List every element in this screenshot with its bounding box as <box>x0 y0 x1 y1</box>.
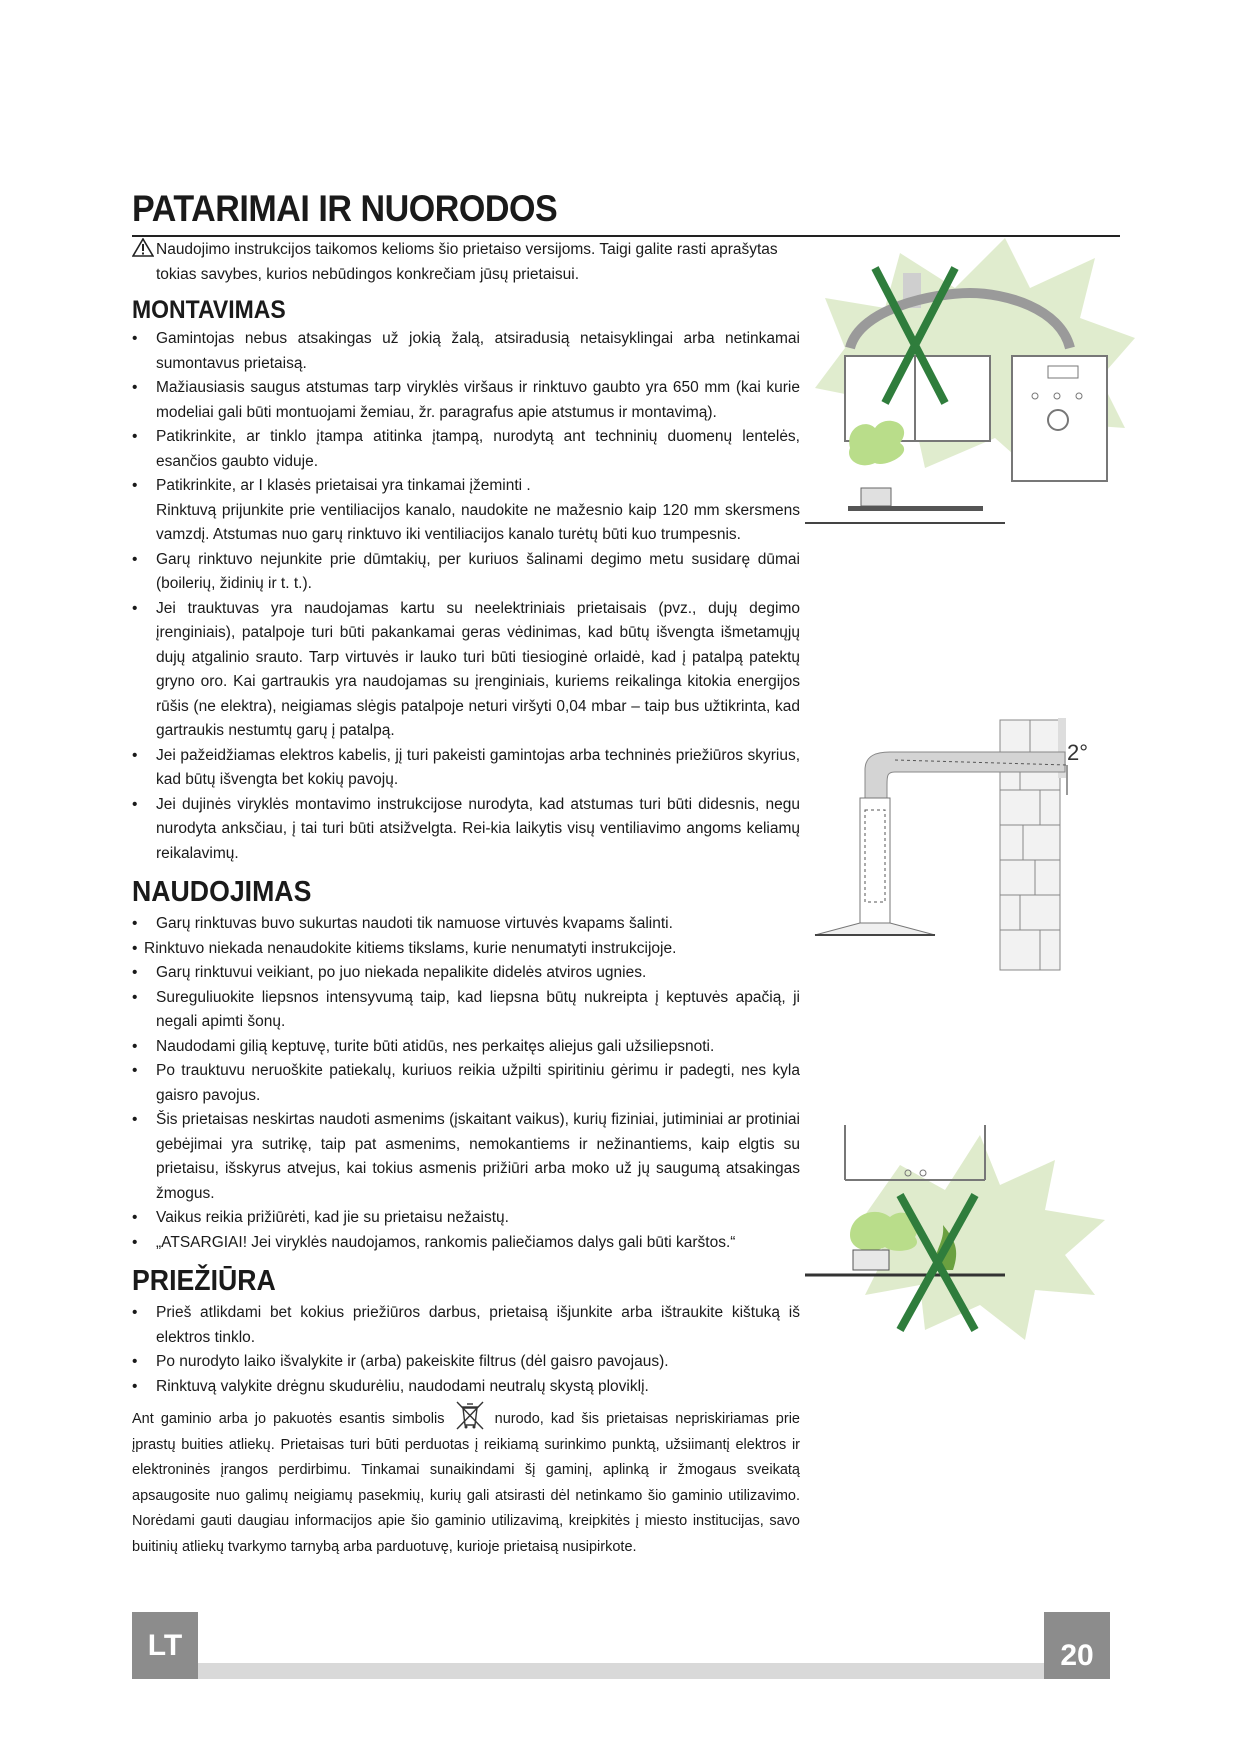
list-item: • Šis prietaisas neskirtas naudoti asmenims (įskaitant vaikus), kurių fiziniai, jutiminiai ar protiniai gebėjimai yra sutrikę, taip pat asmenims, nemokantiems ir nežinantiems, kaip elgtis su prietaisu, išskyrus atvejus, kai tokius asmenis prižiūri arba moko už jų saugumą atsakingas žmogus. <box>132 1108 800 1206</box>
list-item: • Po nurodyto laiko išvalykite ir (arba) pakeiskite filtrus (dėl gaisro pavojaus). <box>132 1350 800 1375</box>
intro-text: Naudojimo instrukcijos taikomos kelioms šio prietaiso versijoms. Taigi galite rasti aprašytas tokias savybes, kurios nebūdingos konkrečiam jūsų prietaisui. <box>156 241 778 283</box>
list-item: • Patikrinkite, ar I klasės prietaisai yra tinkamai įžeminti . <box>132 474 800 499</box>
list-item: • Jei dujinės viryklės montavimo instrukcijose nurodyta, kad atstumas turi būti didesnis, negu nurodyta anksčiau, į tai turi būti atsižvelgta. Rei-kia laikytis visų ventiliavimo angoms keliamų reikalavimų. <box>132 793 800 867</box>
list-item: • „ATSARGIAI! Jei viryklės naudojamos, rankomis paliečiamos dalys gali būti karštos.“ <box>132 1231 800 1256</box>
figure-duct-angle <box>805 710 1125 980</box>
page-number: 20 <box>1044 1612 1110 1679</box>
list-item: • Gamintojas nebus atsakingas už jokią žalą, atsiradusią netaisyklingai arba netinkamai sumontavus prietaisą. <box>132 327 800 376</box>
main-column <box>132 238 800 1560</box>
prieziura-list <box>132 1301 800 1399</box>
warning-icon <box>132 238 154 257</box>
list-item: • Rinktuvą valykite drėgnu skudurėliu, naudodami neutralų skystą ploviklį. <box>132 1375 800 1400</box>
list-item: • Vaikus reikia prižiūrėti, kad jie su prietaisu nežaistų. <box>132 1206 800 1231</box>
figure-no-open-flame <box>805 1125 1125 1355</box>
disposal-text-before: Ant gaminio arba jo pakuotės esantis simbolis <box>132 1411 445 1427</box>
list-item: • Jei trauktuvas yra naudojamas kartu su neelektriniais prietaisais (pvz., dujų degimo įrenginiais), patalpoje turi būti pakankamai geras vėdinimas, kad būtų išvengta išmetamųjų dujų atgalinio srauto. Tarp virtuvės ir lauko turi būti tiesioginė orlaidė, kad į patalpą patektų gryno oro. Kai gartraukis yra naudojamas su įrenginiais, kuriems reikalinga kitokia energijos rūšis (ne elektra), neigiamas slėgis patalpoje neturi viršyti 0,04 mbar – taip bus užtikrinta, kad gartraukis nestumtų garų į patalpą. <box>132 597 800 744</box>
naudojimas-list <box>132 912 800 1255</box>
list-item: • Jei pažeidžiamas elektros kabelis, jį turi pakeisti gamintojas arba techninės priežiūros skyrius, kad būtų išvengta bet kokių pavojų. <box>132 744 800 793</box>
list-item: • Mažiausiasis saugus atstumas tarp viryklės viršaus ir rinktuvo gaubto yra 650 mm (kai kurie modeliai gali būti montuojami žemiau, žr. paragrafus apie atstumus ir montavimą). <box>132 376 800 425</box>
list-item: • Rinktuvo niekada nenaudokite kitiems tikslams, kurie nenumatyti instrukcijoje. <box>132 937 800 962</box>
list-item: • Garų rinktuvui veikiant, po juo niekada nepalikite didelės atviros ugnies. <box>132 961 800 986</box>
montavimas-list <box>132 327 800 866</box>
page-title: PATARIMAI IR NUORODOS <box>132 188 558 229</box>
list-item: • Garų rinktuvas buvo sukurtas naudoti tik namuose virtuvės kvapams šalinti. <box>132 912 800 937</box>
section-heading-prieziura: PRIEŽIŪRA <box>132 1265 276 1297</box>
footer-bar <box>198 1663 1044 1679</box>
intro-note <box>132 238 800 287</box>
language-badge: LT <box>132 1612 198 1679</box>
section-heading-montavimas: MONTAVIMAS <box>132 296 286 324</box>
section-heading-naudojimas: NAUDOJIMAS <box>132 876 312 908</box>
angle-label: 2° <box>1067 740 1089 765</box>
list-item: • Garų rinktuvo nejunkite prie dūmtakių, per kuriuos šalinami degimo metu susidarę dūmai (boilerių, židinių ir t. t.). <box>132 548 800 597</box>
list-item: • Sureguliuokite liepsnos intensyvumą taip, kad liepsna būtų nukreipta į keptuvės apačią, ji negali apimti šonų. <box>132 986 800 1035</box>
list-item: • Naudodami gilią keptuvę, turite būti atidūs, nes perkaitęs aliejus gali užsiliepsnoti. <box>132 1035 800 1060</box>
list-item: • Prieš atlikdami bet kokius priežiūros darbus, prietaisą išjunkite arba ištraukite kištuką iš elektros tinklo. <box>132 1301 800 1350</box>
list-item: • Patikrinkite, ar tinklo įtampa atitinka įtampą, nurodytą ant techninių duomenų lentelės, esančios gaubto viduje. <box>132 425 800 474</box>
figure-wrong-hood-height <box>805 238 1135 538</box>
list-item: • Po trauktuvu neruoškite patiekalų, kuriuos reikia užpilti spiritiniu gėrimu ir padegti, nes kyla gaisro pavojus. <box>132 1059 800 1108</box>
disposal-note <box>132 1399 800 1560</box>
list-item: Rinktuvą prijunkite prie ventiliacijos kanalo, naudokite ne mažesnio kaip 120 mm skersmens vamzdį. Atstumas nuo garų rinktuvo iki ventiliacijos kanalo turėtų būti kuo trumpesnis. <box>156 501 800 543</box>
crossed-bin-icon <box>454 1399 486 1431</box>
title-divider <box>132 235 1120 237</box>
disposal-text-after: nurodo, kad šis prietaisas nepriskiriamas prie įprastų buities atliekų. Prietaisas turi būti perduotas į reikiamą surinkimo punktą, užsiimantį elektros ir elektroninės įrangos perdirbimu. Tinkamai sunaikindami šį gaminį, aplinką ir žmogaus sveikatą apsaugosite nuo galimų neigiamų pasekmių, kurių gali atsirasti dėl netinkamo šio gaminio utilizavimo. Norėdami gauti daugiau informacijos apie šio gaminio utilizavimą, kreipkitės į miesto institucijas, savo buitinių atliekų tvarkymo tarnybą arba parduotuvę, kurioje prietaisą nusipirkote. <box>132 1411 800 1555</box>
